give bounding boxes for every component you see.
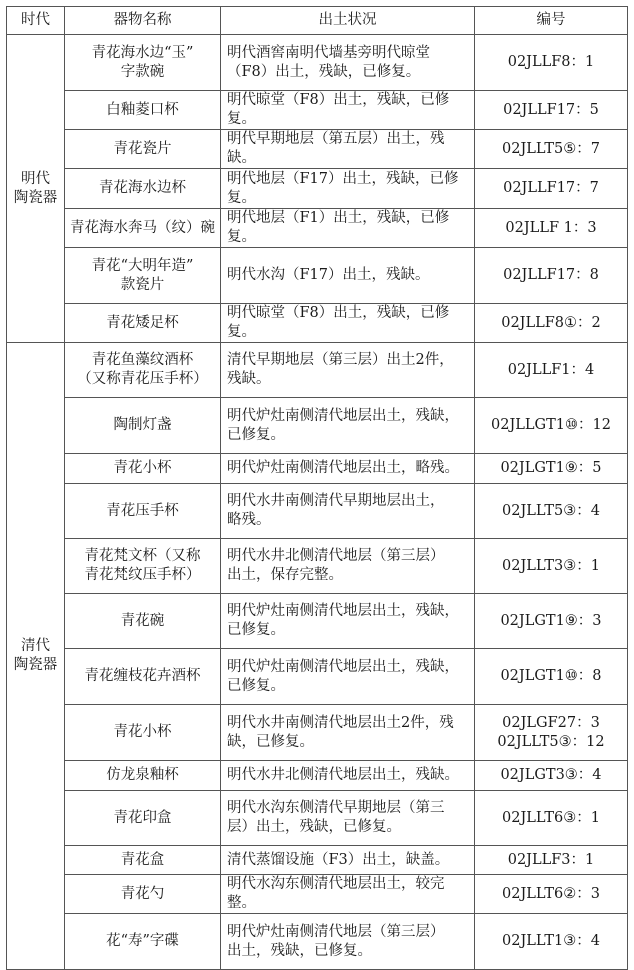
condition-cell <box>221 35 475 91</box>
artifact-name-line: 青花勺 <box>120 885 165 902</box>
artifact-name-line: 青花“大明年造” <box>91 257 194 274</box>
code-line: 02JLLT6③：1 <box>502 809 600 826</box>
code-line: 02JLGT1⑩：8 <box>500 668 602 684</box>
table-row <box>7 304 628 343</box>
table-row <box>7 914 628 970</box>
condition-cell <box>221 875 475 914</box>
condition-line: 清代蒸馏设施（F3）出土，缺盖。 <box>227 851 450 868</box>
code-line: 02JLLT3③：1 <box>502 557 600 574</box>
code-cell <box>475 91 628 130</box>
condition-line: 略残。 <box>227 512 271 528</box>
artifact-name-line: 青花海水边“玉” <box>91 44 194 61</box>
condition-line: 已修复。 <box>227 426 285 443</box>
condition-line: 残缺。 <box>227 371 271 387</box>
condition-cell <box>221 343 475 398</box>
condition-cell <box>221 761 475 791</box>
condition-line: 明代水沟东侧清代早期地层（第三 <box>227 800 445 816</box>
code-cell <box>475 304 628 343</box>
artifact-name-cell <box>65 914 221 970</box>
table-row <box>7 454 628 484</box>
code-line: 02JLLF1：4 <box>507 361 595 378</box>
artifact-name-line: 青花压手杯 <box>106 502 179 519</box>
era-line: 陶瓷器 <box>13 657 58 673</box>
condition-line: 明代早期地层（第五层）出土，残缺。 <box>227 131 445 166</box>
table-row <box>7 791 628 846</box>
artifact-name-cell <box>65 130 221 169</box>
artifact-name-cell <box>65 705 221 761</box>
table-row <box>7 248 628 304</box>
artifact-name-line: 陶制灯盏 <box>113 417 172 433</box>
code-cell <box>475 791 628 846</box>
condition-line: 层）出土，残缺，已修复。 <box>227 819 401 835</box>
code-cell <box>475 761 628 791</box>
artifact-name-cell <box>65 304 221 343</box>
table-row <box>7 875 628 914</box>
table-row <box>7 705 628 761</box>
era-line: 陶瓷器 <box>13 189 58 206</box>
code-line: 02JLLF3：1 <box>507 851 595 868</box>
artifact-name-line: 青花鱼藻纹酒杯 <box>91 352 194 368</box>
header-condition: 出土状况 <box>221 7 475 35</box>
table-row <box>7 398 628 454</box>
condition-cell <box>221 594 475 649</box>
condition-line: 明代地层（F1）出土，残缺，已修复。 <box>227 210 450 245</box>
condition-line: 明代炉灶南侧清代地层出土，残缺， <box>227 603 459 619</box>
code-cell <box>475 35 628 91</box>
code-cell <box>475 649 628 705</box>
condition-line: 已修复。 <box>227 677 285 694</box>
header-row <box>7 7 628 35</box>
condition-line: 明代水井南侧清代地层出土2件，残 <box>227 714 454 731</box>
table-body <box>7 35 628 970</box>
condition-line: 明代晾堂（F8）出土，残缺，已修复。 <box>227 305 450 340</box>
condition-cell <box>221 304 475 343</box>
condition-line: 出土，保存完整。 <box>227 567 343 583</box>
condition-line: 出土，残缺，已修复。 <box>227 942 372 959</box>
era-cell <box>7 343 65 970</box>
table-row <box>7 130 628 169</box>
condition-cell <box>221 454 475 484</box>
condition-line: 明代水井南侧清代早期地层出土， <box>227 493 445 509</box>
code-cell <box>475 846 628 875</box>
condition-line: 明代炉灶南侧清代地层出土，残缺， <box>227 658 459 675</box>
artifact-table <box>6 6 628 970</box>
condition-line: 明代炉灶南侧清代地层出土，残缺， <box>227 407 459 424</box>
code-line: 02JLGF27：3 <box>502 714 600 731</box>
artifact-name-cell <box>65 761 221 791</box>
code-cell <box>475 169 628 209</box>
condition-line: 清代早期地层（第三层）出土2件， <box>227 352 454 368</box>
artifact-name-line: 仿龙泉釉杯 <box>106 767 179 783</box>
table-row <box>7 484 628 539</box>
artifact-name-cell <box>65 91 221 130</box>
code-line: 02JLLF17：8 <box>503 267 599 283</box>
condition-cell <box>221 91 475 130</box>
table-row <box>7 649 628 705</box>
code-cell <box>475 705 628 761</box>
artifact-name-line: 青花盒 <box>120 851 165 868</box>
code-line: 02JLLF8：1 <box>507 54 595 70</box>
code-cell <box>475 248 628 304</box>
code-cell <box>475 209 628 248</box>
artifact-name-line: 青花海水奔马（纹）碗 <box>70 219 215 236</box>
code-line: 02JLLT5③：4 <box>502 502 600 519</box>
code-line: 02JLGT3③：4 <box>500 767 602 783</box>
condition-line: 缺，已修复。 <box>227 733 314 750</box>
artifact-name-cell <box>65 454 221 484</box>
code-cell <box>475 454 628 484</box>
condition-line: 已修复。 <box>227 622 285 638</box>
table-row <box>7 343 628 398</box>
condition-cell <box>221 649 475 705</box>
condition-line: 复。 <box>227 189 256 206</box>
condition-cell <box>221 130 475 169</box>
era-line: 清代 <box>21 638 50 654</box>
artifact-name-line: 青花小杯 <box>113 724 172 740</box>
artifact-name-cell <box>65 875 221 914</box>
code-cell <box>475 484 628 539</box>
condition-cell <box>221 169 475 209</box>
code-line: 02JLLT6②：3 <box>502 885 600 902</box>
era-cell <box>7 35 65 343</box>
code-cell <box>475 343 628 398</box>
artifact-name-cell <box>65 594 221 649</box>
header-era: 时代 <box>7 7 65 35</box>
artifact-name-line: 青花瓷片 <box>113 140 172 157</box>
condition-cell <box>221 248 475 304</box>
artifact-name-line: 青花海水边杯 <box>99 180 186 196</box>
condition-cell <box>221 846 475 875</box>
artifact-name-line: 青花小杯 <box>113 460 172 476</box>
code-line: 02JLLT1③：4 <box>502 933 600 949</box>
artifact-name-line: 花“寿”字碟 <box>106 933 179 949</box>
condition-cell <box>221 791 475 846</box>
artifact-name-cell <box>65 791 221 846</box>
condition-line: 明代水井北侧清代地层出土，残缺。 <box>227 767 459 783</box>
artifact-name-line: 青花印盒 <box>113 809 172 826</box>
condition-line: 明代晾堂（F8）出土，残缺，已修复。 <box>227 92 450 127</box>
table-row <box>7 539 628 594</box>
condition-line: 明代酒窖南明代墙基旁明代晾堂 <box>227 44 430 61</box>
table-row <box>7 35 628 91</box>
table-row <box>7 594 628 649</box>
header-name: 器物名称 <box>65 7 221 35</box>
code-cell <box>475 398 628 454</box>
artifact-name-line: 字款碗 <box>120 63 165 80</box>
code-cell <box>475 130 628 169</box>
code-cell <box>475 875 628 914</box>
code-line: 02JLLF17：7 <box>503 180 599 196</box>
code-line: 02JLLT5③：12 <box>497 733 605 750</box>
code-line: 02JLLF8①：2 <box>501 314 601 331</box>
condition-cell <box>221 705 475 761</box>
artifact-name-cell <box>65 649 221 705</box>
code-line: 02JLLF17：5 <box>503 101 599 118</box>
era-line: 明代 <box>21 170 50 187</box>
artifact-name-cell <box>65 169 221 209</box>
code-line: 02JLLGT1⑩：12 <box>491 417 611 433</box>
artifact-name-line: 青花矮足杯 <box>106 314 179 331</box>
artifact-name-cell <box>65 209 221 248</box>
artifact-name-line: 青花缠枝花卉酒杯 <box>84 668 201 684</box>
code-line: 02JLGT1⑨：3 <box>500 612 602 629</box>
table-row <box>7 169 628 209</box>
table-row <box>7 209 628 248</box>
code-line: 02JLLF 1：3 <box>505 219 597 236</box>
artifact-name-cell <box>65 343 221 398</box>
condition-cell <box>221 914 475 970</box>
artifact-name-cell <box>65 398 221 454</box>
artifact-name-line: 青花梵文杯（又称 <box>84 548 201 564</box>
table-row <box>7 761 628 791</box>
code-line: 02JLGT1⑨：5 <box>500 460 602 476</box>
condition-line: 明代地层（F17）出土，残缺，已修 <box>227 170 459 187</box>
artifact-name-cell <box>65 35 221 91</box>
condition-cell <box>221 398 475 454</box>
condition-line: 明代炉灶南侧清代地层（第三层） <box>227 923 445 940</box>
artifact-name-line: 青花碗 <box>120 612 165 629</box>
artifact-name-line: 款瓷片 <box>120 276 165 293</box>
artifact-name-line: 白釉菱口杯 <box>106 101 179 118</box>
code-cell <box>475 594 628 649</box>
code-cell <box>475 539 628 594</box>
table-row <box>7 846 628 875</box>
header-code: 编号 <box>475 7 628 35</box>
condition-line: 明代炉灶南侧清代地层出土，略残。 <box>227 460 459 476</box>
artifact-name-line: 青花梵纹压手杯） <box>84 567 201 583</box>
artifact-name-cell <box>65 248 221 304</box>
table-row <box>7 91 628 130</box>
artifact-name-cell <box>65 846 221 875</box>
code-cell <box>475 914 628 970</box>
condition-cell <box>221 539 475 594</box>
artifact-name-cell <box>65 539 221 594</box>
condition-line: 明代水沟（F17）出土，残缺。 <box>227 267 430 283</box>
condition-cell <box>221 484 475 539</box>
code-line: 02JLLT5⑤：7 <box>502 140 600 157</box>
artifact-name-cell <box>65 484 221 539</box>
condition-line: 明代水井北侧清代地层（第三层） <box>227 548 445 564</box>
condition-cell <box>221 209 475 248</box>
condition-line: 明代水沟东侧清代地层出土，较完整。 <box>227 876 445 911</box>
condition-line: （F8）出土，残缺，已修复。 <box>227 63 421 80</box>
artifact-name-line: （又称青花压手杯） <box>77 371 208 387</box>
